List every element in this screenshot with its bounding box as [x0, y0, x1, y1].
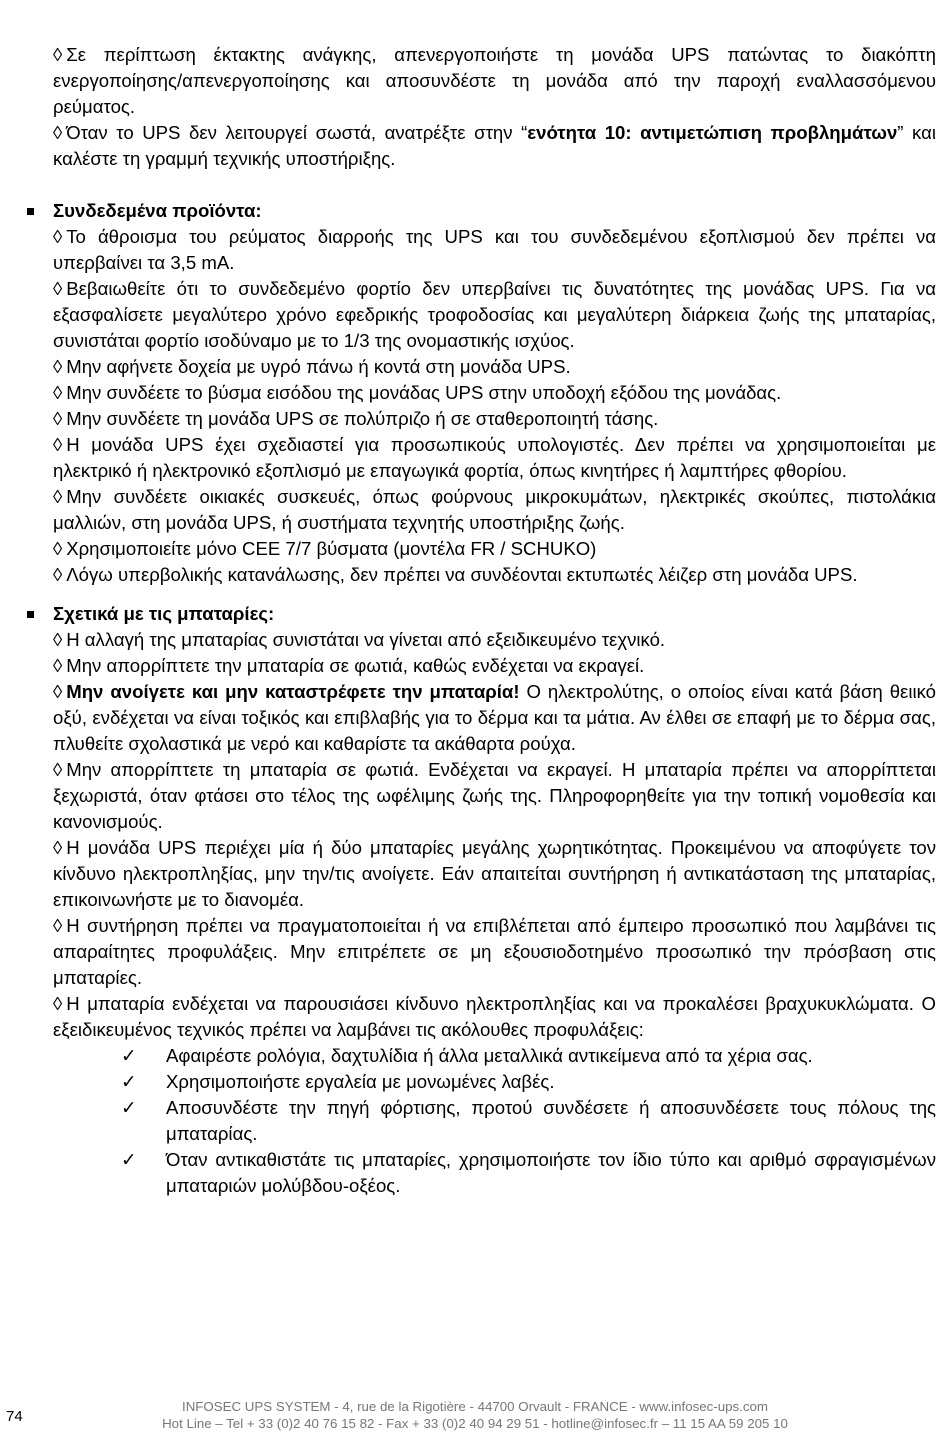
- intro-paragraph: ◊ Σε περίπτωση έκτακτης ανάγκης, απενεργοποιήστε τη μονάδα UPS πατώντας το διακόπτη ενεργοποίησης/απενεργοποίησης και αποσυνδέστε τη μονάδα από την παροχή εναλλασσόμενου ρεύματος.: [53, 44, 936, 117]
- check-list-item: ✓ Χρησιμοποιήστε εργαλεία με μονωμένες λαβές.: [53, 1069, 936, 1095]
- diamond-bullet-icon: ◊: [53, 759, 63, 780]
- diamond-bullet-icon: ◊: [53, 915, 63, 936]
- list-item: ◊ Βεβαιωθείτε ότι το συνδεδεμένο φορτίο δεν υπερβαίνει τις δυνατότητες της μονάδας UPS. Για να εξασφαλίσετε μεγαλύτερο χρόνο εφεδρικής τροφοδοσίας και μεγαλύτερη διάρκεια ζωής της μπαταρίας, συνιστάται φορτίο ισοδύναμο με το 1/3 της ονομαστικής ισχύος.: [53, 278, 936, 351]
- diamond-bullet-icon: ◊: [53, 226, 63, 247]
- diamond-bullet-icon: ◊: [53, 681, 63, 702]
- square-bullet-icon: [27, 611, 34, 618]
- page-number: 74: [6, 1408, 23, 1425]
- diamond-bullet-icon: ◊: [53, 44, 63, 65]
- precautions-list: [53, 1043, 936, 1199]
- checkmark-icon: ✓: [121, 1071, 137, 1092]
- diamond-bullet-icon: ◊: [53, 486, 63, 507]
- footer-contact: Hot Line – Tel + 33 (0)2 40 76 15 82 - Fax + 33 (0)2 40 94 29 51 - hotline@infosec.fr – 11 15 AA 59 205 10: [162, 1416, 788, 1431]
- list-item: ◊ Η μπαταρία ενδέχεται να παρουσιάσει κίνδυνο ηλεκτροπληξίας και να προκαλέσει βραχυκυκλώματα. Ο εξειδικευμένος τεχνικός πρέπει να λαμβάνει τις ακόλουθες προφυλάξεις:: [53, 993, 936, 1040]
- diamond-bullet-icon: ◊: [53, 278, 63, 299]
- list-item: ◊ Η μονάδα UPS περιέχει μία ή δύο μπαταρίες μεγάλης χωρητικότητας. Προκειμένου να αποφύγετε τον κίνδυνο ηλεκτροπληξίας, μην την/τις ανοίγετε. Εάν απαιτείται συντήρηση ή αντικατάσταση της μπαταρίας, επικοινωνήστε με το διανομέα.: [53, 837, 936, 910]
- list-item: ◊ Μην συνδέετε τη μονάδα UPS σε πολύπριζο ή σε σταθεροποιητή τάσης.: [53, 408, 659, 429]
- list-item: ◊ Μην απορρίπτετε τη μπαταρία σε φωτιά. Ενδέχεται να εκραγεί. Η μπαταρία πρέπει να απορρίπτεται ξεχωριστά, όταν φτάσει στο τέλος της ωφέλιμης ζωής της. Πληροφορηθείτε για την τοπική νομοθεσία και κανονισμούς.: [53, 759, 936, 832]
- diamond-bullet-icon: ◊: [53, 993, 63, 1014]
- list-item: ◊ Μην συνδέετε οικιακές συσκευές, όπως φούρνους μικροκυμάτων, ηλεκτρικές σκούπες, πιστολάκια μαλλιών, στη μονάδα UPS, ή συστήματα τεχνητής υποστήριξης ζωής.: [53, 486, 936, 533]
- list-item: ◊ Το άθροισμα του ρεύματος διαρροής της UPS και του συνδεδεμένου εξοπλισμού δεν πρέπει να υπερβαίνει τα 3,5 mA.: [53, 226, 936, 273]
- checkmark-icon: ✓: [121, 1097, 137, 1118]
- list-item: ◊ Η μονάδα UPS έχει σχεδιαστεί για προσωπικούς υπολογιστές. Δεν πρέπει να χρησιμοποιείται με ηλεκτρικό ή ηλεκτρονικό εξοπλισμό με επαγωγικά φορτία, όπως κινητήρες ή λαμπτήρες φθορίου.: [53, 434, 936, 481]
- document-body: [53, 42, 936, 1199]
- diamond-bullet-icon: ◊: [53, 434, 63, 455]
- checkmark-icon: ✓: [121, 1149, 137, 1170]
- list-item: ◊ Χρησιμοποιείτε μόνο CEE 7/7 βύσματα (μοντέλα FR / SCHUKO): [53, 538, 597, 559]
- check-list-item: ✓ Όταν αντικαθιστάτε τις μπαταρίες, χρησιμοποιήστε τον ίδιο τύπο και αριθμό σφραγισμένων μπαταριών μολύβδου-οξέος.: [121, 1149, 936, 1196]
- section-title-batteries: Σχετικά με τις μπαταρίες:: [53, 601, 936, 627]
- page-footer: [0, 1398, 950, 1432]
- diamond-bullet-icon: ◊: [53, 382, 63, 403]
- list-item: ◊ Μην συνδέετε το βύσμα εισόδου της μονάδας UPS στην υποδοχή εξόδου της μονάδας.: [53, 382, 782, 403]
- diamond-bullet-icon: ◊: [53, 837, 63, 858]
- intro-paragraph: ◊ Όταν το UPS δεν λειτουργεί σωστά, ανατρέξτε στην “ενότητα 10: αντιμετώπιση προβλημάτων” και καλέστε τη γραμμή τεχνικής υποστήριξης.: [53, 122, 936, 169]
- check-list-item: ✓ Αφαιρέστε ρολόγια, δαχτυλίδια ή άλλα μεταλλικά αντικείμενα από τα χέρια σας.: [53, 1043, 936, 1069]
- list-item: ◊ Η συντήρηση πρέπει να πραγματοποιείται ή να επιβλέπεται από έμπειρο προσωπικό που λαμβάνει τις απαραίτητες προφυλάξεις. Μην επιτρέπετε σε μη εξουσιοδοτημένο προσωπικό την πρόσβαση στις μπαταρίες.: [53, 915, 936, 988]
- list-item: ◊ Μην απορρίπτετε την μπαταρία σε φωτιά, καθώς ενδέχεται να εκραγεί.: [53, 655, 645, 676]
- list-item: ◊ Η αλλαγή της μπαταρίας συνιστάται να γίνεται από εξειδικευμένο τεχνικό.: [53, 629, 666, 650]
- diamond-bullet-icon: ◊: [53, 538, 63, 559]
- square-bullet-icon: [27, 208, 34, 215]
- list-item: ◊ Λόγω υπερβολικής κατανάλωσης, δεν πρέπει να συνδέονται εκτυπωτές λέιζερ στη μονάδα UPS.: [53, 564, 858, 585]
- diamond-bullet-icon: ◊: [53, 356, 63, 377]
- footer-address: INFOSEC UPS SYSTEM - 4, rue de la Rigotière - 44700 Orvault - FRANCE - www.infosec-ups.com: [182, 1399, 768, 1414]
- section-title-products: Συνδεδεμένα προϊόντα:: [53, 198, 936, 224]
- list-item: ◊ Μην ανοίγετε και μην καταστρέφετε την μπαταρία! Ο ηλεκτρολύτης, ο οποίος είναι κατά βάση θειικό οξύ, ενδέχεται να είναι τοξικός και επιβλαβής για το δέρμα και τα μάτια. Αν έλθει σε επαφή με το δέρμα σας, πλυθείτε σχολαστικά με νερό και καθαρίστε τα ακάθαρτα ρούχα.: [53, 681, 937, 754]
- diamond-bullet-icon: ◊: [53, 408, 63, 429]
- diamond-bullet-icon: ◊: [53, 564, 63, 585]
- list-item: ◊ Μην αφήνετε δοχεία με υγρό πάνω ή κοντά στη μονάδα UPS.: [53, 356, 571, 377]
- diamond-bullet-icon: ◊: [53, 122, 63, 143]
- diamond-bullet-icon: ◊: [53, 629, 63, 650]
- checkmark-icon: ✓: [121, 1045, 137, 1066]
- check-list-item: ✓ Αποσυνδέστε την πηγή φόρτισης, προτού συνδέσετε ή αποσυνδέσετε τους πόλους της μπαταρίας.: [121, 1097, 936, 1144]
- diamond-bullet-icon: ◊: [53, 655, 63, 676]
